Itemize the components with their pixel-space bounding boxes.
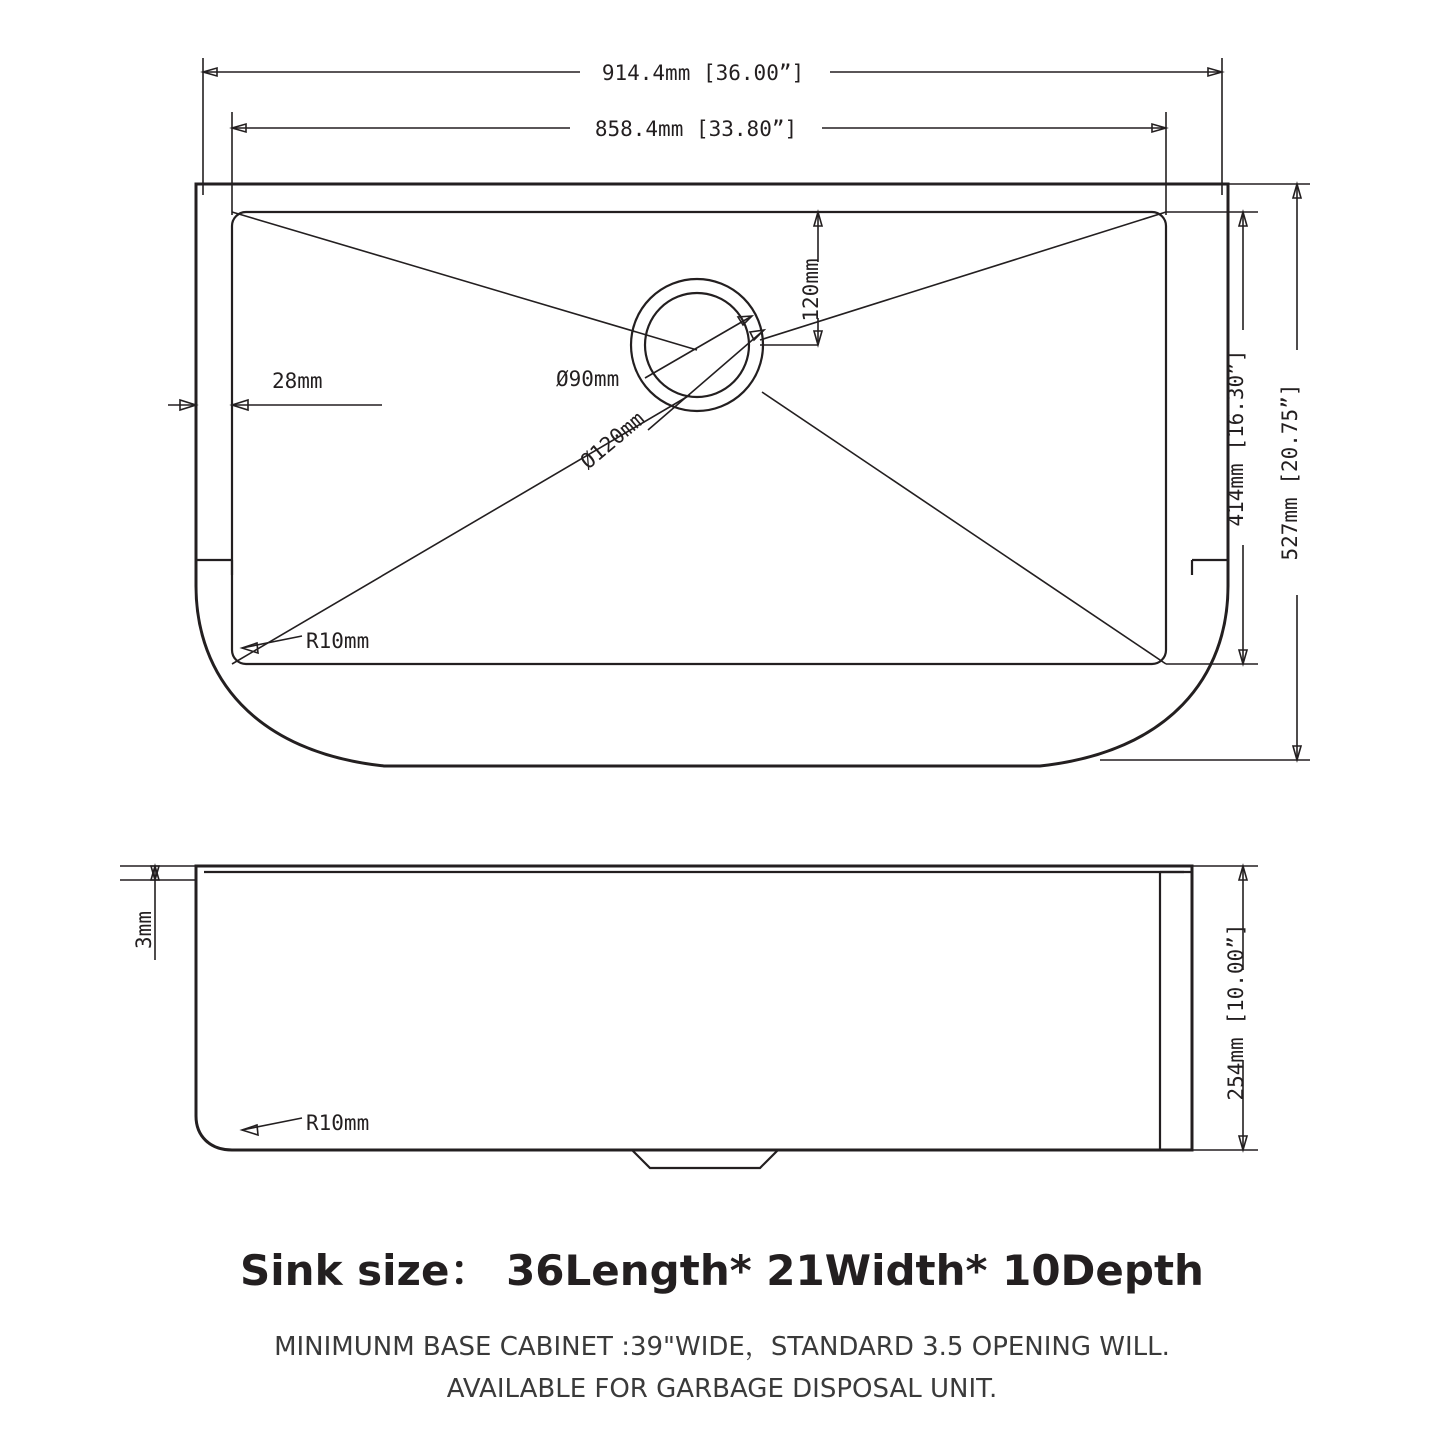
sink-outer-outline [196, 184, 1228, 766]
dim-overall-width-label: 914.4mm [36.00”] [601, 61, 805, 85]
leader-r10-top-view [242, 636, 302, 648]
dim-overall-depth-label: 527mm [20.75”] [1278, 383, 1302, 561]
dim-drain-outer-label: Ø120mm [575, 406, 650, 474]
note-line-1: MINIMUNM BASE CABINET :39"WIDE，STANDARD 3.5 OPENING WILL. [274, 1332, 1170, 1362]
note-line-2: AVAILABLE FOR GARBAGE DISPOSAL UNIT. [446, 1374, 998, 1404]
basin-slope-bottom-right [762, 392, 1166, 664]
sink-size-title: Sink size： 36Length* 21Width* 10Depth [240, 1246, 1204, 1295]
basin-slope-top-left [232, 212, 697, 350]
dim-corner-radius-front-label: R10mm [306, 1111, 370, 1135]
dim-inner-width-label: 858.4mm [33.80”] [594, 117, 798, 141]
dim-inner-depth-label: 414mm [16.30”] [1224, 349, 1248, 527]
dim-drain-offset-label: 120mm [799, 258, 823, 322]
top-view-group [168, 58, 1310, 766]
dim-rim-offset-label: 28mm [272, 369, 323, 393]
leader-r10-front-view [242, 1118, 302, 1130]
leader-diam90 [645, 316, 752, 378]
dim-corner-radius-top-label: R10mm [306, 629, 370, 653]
front-view-group [120, 866, 1258, 1168]
dim-wall-thickness-label: 3mm [132, 911, 156, 949]
front-outer-outline [196, 866, 1192, 1150]
front-drain-boss [632, 1150, 778, 1168]
drain-inner-circle [645, 293, 749, 397]
leader-diam120 [648, 330, 764, 430]
drain-outer-circle [631, 279, 763, 411]
dim-front-depth-label: 254mm [10.00”] [1224, 923, 1248, 1101]
dim-drain-inner-label: Ø90mm [556, 367, 620, 391]
